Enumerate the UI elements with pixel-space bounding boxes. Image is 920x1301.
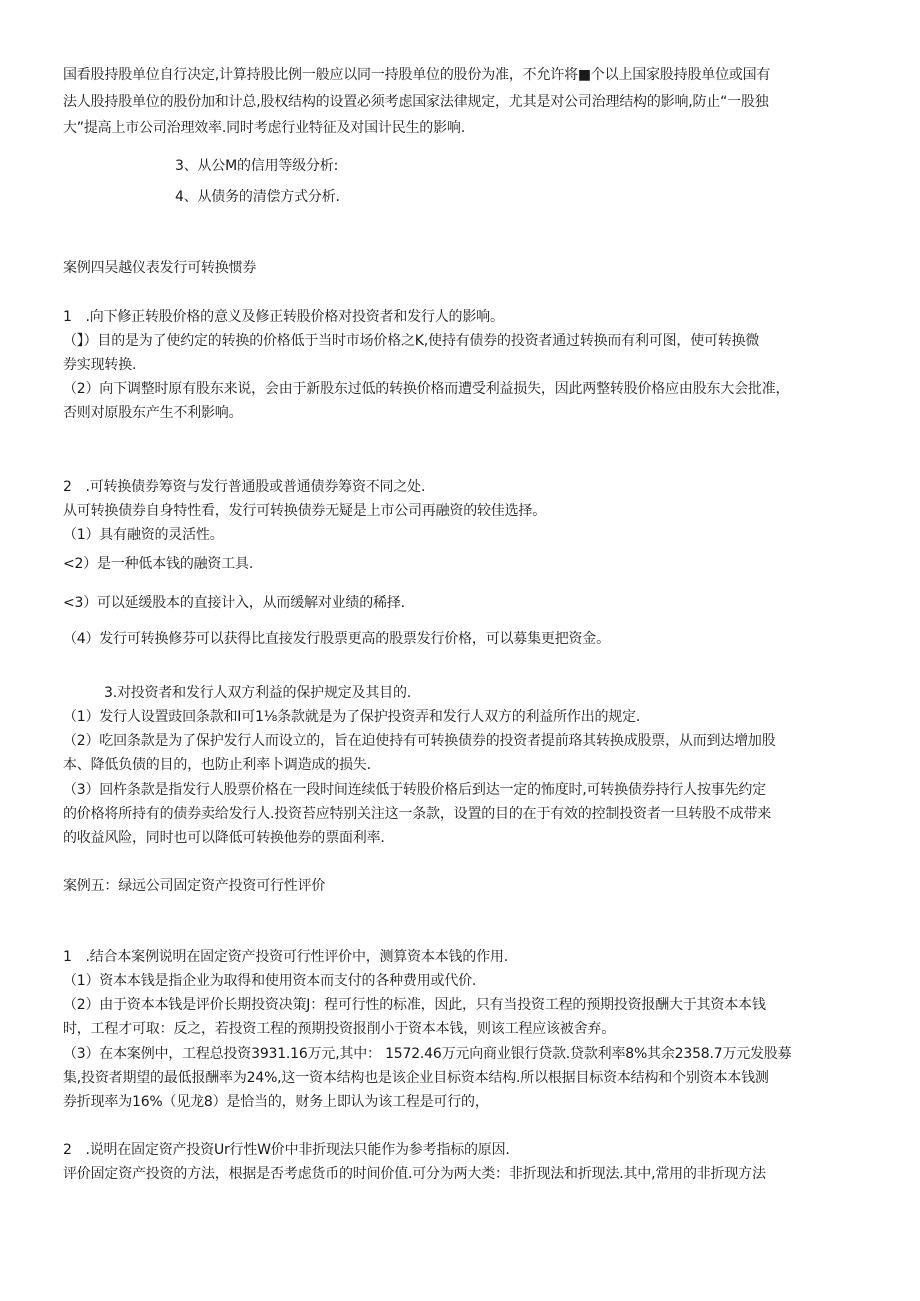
analysis-point-4: 4、从债务的清偿方式分析.: [175, 189, 340, 205]
case5-q1-line: 时，工程才可取：反之，若投资工程的预期投资报削小于资本本钱，则该工程应该被舍弃。: [63, 1021, 615, 1037]
case4-q1-line: （】）目的是为了使约定的转换的价格低于当时市场价格之K,使持有债券的投资者通过转换而有利可图，使可转换微: [63, 333, 760, 349]
case4-q3-line: 本、降低负债的目的，也防止利率卜调造成的损失.: [63, 757, 371, 773]
case5-q1-line: （3）在本案例中，工程总投资3931.16万元,其中： 1572.46万元向商业银行贷款.贷款利率8%其余2358.7万元发股募: [63, 1046, 792, 1062]
case4-q2-line: （4）发行可转换修芬可以获得比直接发行股票更高的股票发行价格，可以募集更把资金。: [63, 631, 610, 647]
case4-q3-line: 的价格将所持有的债券卖给发行人.投资苔应特别关注这一条款，设置的目的在于有效的控制投资者一旦转股不成带来: [63, 806, 772, 822]
intro-line-1: 国看股持股单位自行决定,计算持股比例一般应以同一持股单位的股份为准，不允许将■个以上国家股持股单位或国有: [63, 67, 771, 83]
intro-line-2: 法人股持股单位的股份加和计总,股权结构的设置必须考虑国家法律规定，尤其是对公司治理结构的影响,防止“一股独: [63, 94, 769, 110]
case5-q1-line: （2）由于资本本钱是评价长期投资决策J：程可行性的标准，因此，只有当投资工程的预期投资报酬大于其资本本钱: [63, 997, 766, 1013]
case5-q1-heading: 1 .结合本案例说明在固定资产投资可行性评价中，测算资本本钱的作用.: [63, 949, 509, 965]
case4-q3-line: 的收益风险，同时也可以降低可转换他券的票面利率.: [63, 830, 385, 846]
case5-q2-line: 评价固定资产投资的方法，根据是否考虑货币的时间价值.可分为两大类：非折现法和折现法.其中,常用的非折现方法: [63, 1166, 766, 1182]
case5-q1-line: 集,投资者期望的最低报酬率为24%,这一资本结构也是该企业目标资本结构.所以根据目标资本结构和个别资本本钱测: [63, 1070, 769, 1086]
case4-q2-line: <2）是一种低本钱的融资工具.: [63, 556, 254, 572]
case4-q1-line: 否则对原股东产生不利影响。: [63, 405, 243, 421]
case4-q2-line: <3）可以延缓股本的直接计入，从而缓解对业绩的稀择.: [63, 595, 405, 611]
case4-q1-heading: 1 .向下修正转股价格的意义及修正转股价格对投资者和发行人的影响。: [63, 309, 504, 325]
case4-q1-line: 券实现转换.: [63, 357, 137, 373]
intro-line-3: 大”提高上市公司治理效率.同时考虑行业特征及对国计民生的影响.: [63, 120, 465, 136]
case5-title: 案例五：绿远公司固定资产投资可行性评价: [63, 878, 326, 894]
analysis-point-3: 3、从公M的信用等级分析:: [175, 158, 339, 174]
case5-q1-line: 券折现率为16%（见龙8）是恰当的，财务上即认为该工程是可行的，: [63, 1094, 489, 1110]
case4-q2-line: （1）具有融资的灵活性。: [63, 527, 224, 543]
case5-q2-heading: 2 .说明在固定资产投资Ur行性W价中非折现法只能作为参考指标的原因.: [63, 1142, 510, 1158]
case4-q3-line: （1）发行人设置豉回条款和I可1⅛条款就是为了保护投资弄和发行人双方的利益所作出的规定.: [63, 709, 641, 725]
case5-q1-line: （1）资本本钱是指企业为取得和使用资本而支付的各种费用或代价.: [63, 973, 477, 989]
case4-q1-line: （2）向下调整时原有股东来说，会由于新股东过低的转换价格而遭受利益损失，因此两整转股价格应由股东大会批准，: [63, 381, 790, 397]
case4-q3-heading: 3.对投资者和发行人双方利益的保护规定及其目的.: [104, 685, 412, 701]
case4-q2-heading: 2 .可转换债券筹资与发行普通股或普通债券筹资不同之处.: [63, 479, 426, 495]
case4-q3-line: （3）回杵条款是指发行人股票价格在一段时间连续低于转股价格后到达一定的怖度时,可转换债券持行人按事先约定: [63, 782, 766, 798]
case4-title: 案例四吴越仪表发行可转换惯券: [63, 260, 257, 276]
case4-q2-line: 从可转换债券自身特性看，发行可转换债券无疑是上市公司再融资的较佳选择。: [63, 503, 546, 519]
case4-q3-line: （2）吃回条款是为了保护发行人而设立的，旨在迫使持有可转换债券的投资者提前珞其转换成股票，从而到达增加股: [63, 733, 776, 749]
